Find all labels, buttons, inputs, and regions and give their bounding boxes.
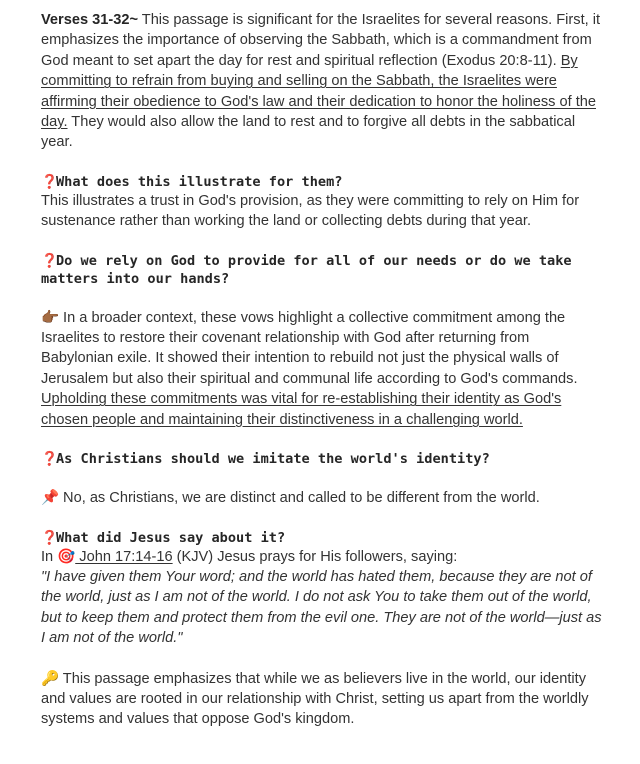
question-mark-icon: ❓: [41, 529, 58, 546]
conclusion-text: This passage emphasizes that while we as believers live in the world, our identity and values are rooted in our relationship with Christ, setting us apart from the worldly systems and values that oppose God's kingdom.: [41, 670, 589, 728]
question-mark-icon: ❓: [41, 173, 58, 190]
question-text: As Christians should we imitate the world's identity?: [56, 451, 490, 468]
intro-text: This passage is significant for the Israelites for several reasons. First, it emphasizes the importance of observing the Sabbath, which is a commandment from God meant to set apart the day for rest and spiritual reflection (Exodus 20:8-11).: [41, 12, 601, 69]
context-text: In a broader context, these vows highlight a collective commitment among the Israelites to restore their covenant relationship with God after returning from Babylonian exile. It showed their intention to rebuild not just the physical walls of Jerusalem but also their spiritual and communal life according to God's commands.: [41, 309, 578, 387]
scripture-prefix: In: [41, 548, 58, 565]
answer-text: No, as Christians, we are distinct and called to be different from the world.: [59, 490, 540, 507]
context-paragraph: [41, 308, 602, 430]
intro-text-end: They would also allow the land to rest and to forgive all debts in the sabbatical year.: [41, 114, 576, 151]
question-text: What did Jesus say about it?: [56, 529, 286, 546]
intro-underlined-text: By committing to refrain from buying and selling on the Sabbath, the Israelites were affirming their obedience to God's law and their dedication to honor the holiness of the day.: [41, 52, 596, 131]
scripture-quote: "I have given them Your word; and the world has hated them, because they are not of the world, just as I am not of the world. I do not ask You to take them out of the world, but to keep them and protect them from the evil one. They are not of the world—just as I am not of the world.": [41, 568, 602, 647]
answer-paragraph-1: This illustrates a trust in God's provision, as they were committing to rely on Him for sustenance rather than working the land or collecting debts during that year.: [41, 192, 580, 230]
question-heading-1: [41, 173, 602, 191]
verse-reference: Verses 31-32~: [41, 12, 138, 28]
question-mark-icon: ❓: [41, 252, 58, 269]
scripture-intro: [41, 547, 602, 567]
scripture-reference-link[interactable]: John 17:14-16: [75, 548, 173, 565]
question-heading-3: [41, 450, 602, 468]
question-heading-2: [41, 252, 602, 288]
target-icon: 🎯: [57, 547, 76, 565]
answer-paragraph-3: [41, 488, 602, 508]
pushpin-icon: 📌: [41, 489, 60, 507]
intro-paragraph: [41, 10, 602, 153]
question-heading-4: [41, 529, 602, 547]
context-underlined-text: Upholding these commitments was vital for re-establishing their identity as God's chosen people and maintaining their distinctiveness in a challenging world.: [41, 391, 562, 428]
question-mark-icon: ❓: [41, 451, 58, 468]
pointing-hand-icon: 👉🏾: [41, 308, 60, 326]
question-text: Do we rely on God to provide for all of our needs or do we take matters into our hands?: [41, 252, 572, 287]
question-text: What does this illustrate for them?: [56, 173, 343, 190]
conclusion-paragraph: [41, 669, 602, 730]
scripture-suffix: (KJV) Jesus prays for His followers, saying:: [172, 548, 458, 565]
key-icon: 🔑: [41, 669, 60, 687]
